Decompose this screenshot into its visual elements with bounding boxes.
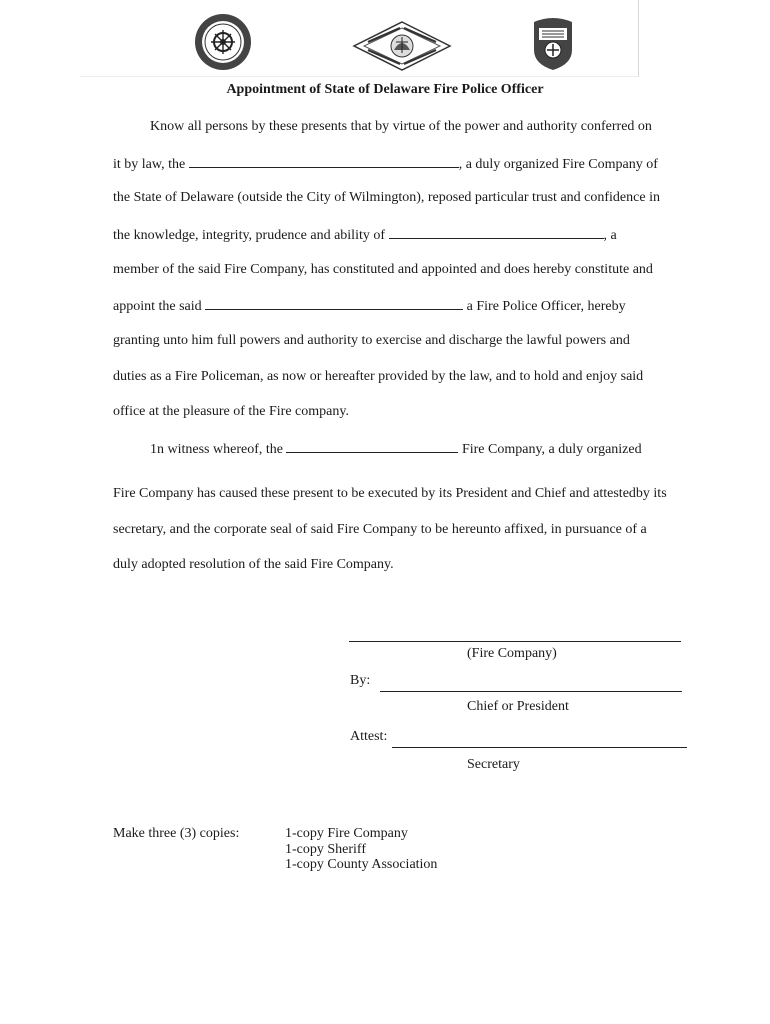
line-text: appoint the said: [113, 299, 202, 314]
body-line: [113, 155, 658, 173]
body-line: [113, 226, 617, 244]
body-line: duties as a Fire Policeman, as now or hereafter provided by the law, and to hold and enjoy said: [113, 369, 644, 384]
body-line: member of the said Fire Company, has constituted and appointed and does hereby constitute and: [113, 262, 653, 277]
line-text: , a duly organized Fire Company of: [458, 157, 658, 172]
copy-item: 1-copy Fire Company: [285, 826, 408, 841]
body-line: [113, 297, 626, 315]
body-line: the State of Delaware (outside the City of Wilmington), reposed particular trust and confidence in: [113, 190, 660, 205]
copy-item: 1-copy Sheriff: [285, 842, 366, 857]
chief-signature-line[interactable]: [380, 691, 682, 692]
fire-company-name-blank[interactable]: [189, 155, 459, 168]
line-text: 1n witness whereof, the: [150, 442, 283, 457]
body-line: Fire Company has caused these present to be executed by its President and Chief and attestedby its: [113, 486, 667, 501]
body-line: office at the pleasure of the Fire company.: [113, 404, 349, 419]
line-text: Fire Company, a duly organized: [461, 442, 642, 457]
document-title: Appointment of State of Delaware Fire Police Officer: [226, 82, 544, 97]
body-line: secretary, and the corporate seal of said Fire Company to be hereunto affixed, in pursuance of a: [113, 522, 647, 537]
body-line: Know all persons by these presents that by virtue of the power and authority conferred on: [150, 119, 652, 134]
body-line: granting unto him full powers and authority to exercise and discharge the lawful powers and: [113, 333, 630, 348]
line-text: the knowledge, integrity, prudence and ability of: [113, 228, 386, 243]
appointee-said-blank[interactable]: [205, 297, 463, 310]
secretary-signature-line[interactable]: [392, 747, 687, 748]
fire-police-badge-icon: [530, 16, 576, 72]
fire-company-signature-line[interactable]: [349, 641, 681, 642]
header-logo-strip: [80, 0, 639, 77]
fire-company-label: (Fire Company): [467, 646, 557, 661]
line-text: , a: [603, 228, 617, 243]
secretary-label: Secretary: [467, 757, 520, 772]
by-label: By:: [350, 673, 371, 688]
witness-company-blank[interactable]: [286, 440, 458, 453]
appointee-name-blank[interactable]: [389, 226, 604, 239]
body-line: [150, 440, 642, 458]
line-text: a Fire Police Officer, hereby: [466, 299, 626, 314]
copy-item: 1-copy County Association: [285, 857, 438, 872]
association-seal-icon: [193, 12, 253, 72]
attest-label: Attest:: [350, 729, 388, 744]
line-text: it by law, the: [113, 157, 186, 172]
copies-label: Make three (3) copies:: [113, 826, 240, 841]
volunteer-firemans-association-emblem-icon: [352, 20, 452, 72]
chief-label: Chief or President: [467, 699, 569, 714]
body-line: duly adopted resolution of the said Fire Company.: [113, 557, 394, 572]
